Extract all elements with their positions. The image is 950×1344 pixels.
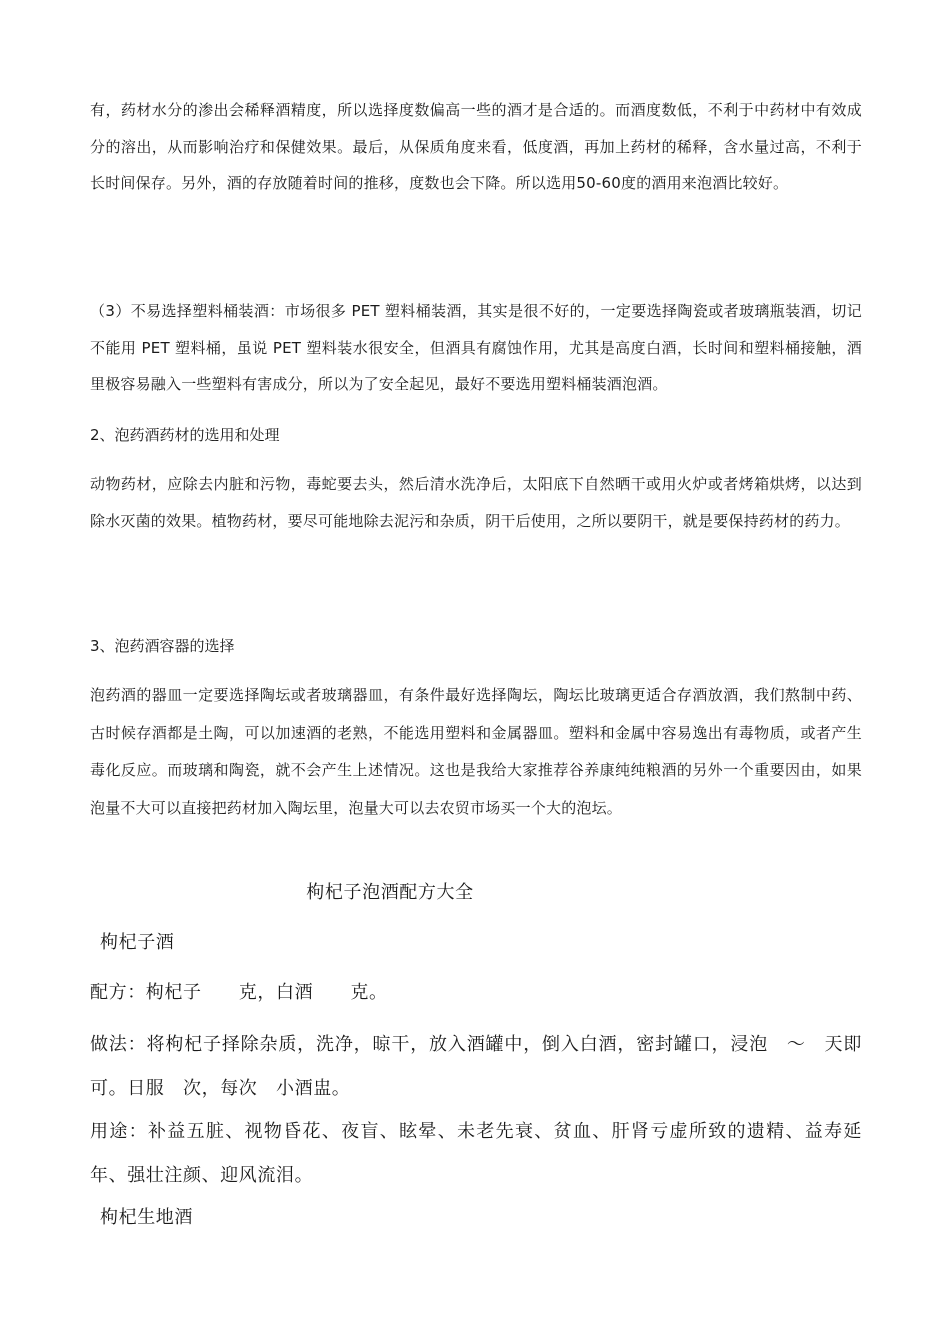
- recipe-title-gouqi-shengdi-wine: 枸杞生地酒: [100, 1207, 193, 1228]
- paragraph-plastic-barrel: （3）不易选择塑料桶装酒：市场很多 PET 塑料桶装酒，其实是很不好的，一定要选择陶瓷或者玻璃瓶装酒，切记不能用 PET 塑料桶，虽说 PET 塑料装水很安全，但酒具有腐蚀作用，尤其是高度白酒，长时间和塑料桶接触，酒里极容易融入一些塑料有害成分，所以为了安全起见，最好不要选用塑料桶装酒泡酒。: [90, 302, 862, 393]
- recipe-method: 做法：将枸杞子择除杂质，洗净，晾干，放入酒罐中，倒入白酒，密封罐口，浸泡 ～ 天即可。日服 次，每次 小酒盅。: [90, 1034, 862, 1099]
- recipe-usage: 用途：补益五脏、视物昏花、夜盲、眩晕、未老先衰、贫血、肝肾亏虚所致的遗精、益寿延年、强壮注颜、迎风流泪。: [90, 1121, 862, 1186]
- paragraph-container: 泡药酒的器皿一定要选择陶坛或者玻璃器皿，有条件最好选择陶坛，陶坛比玻璃更适合存酒放酒，我们熬制中药、古时候存酒都是土陶，可以加速酒的老熟，不能选用塑料和金属器皿。塑料和金属中容易逸出有毒物质，或者产生毒化反应。而玻璃和陶瓷，就不会产生上述情况。这也是我给大家推荐谷养康纯纯粮酒的另外一个重要因由，如果泡量不大可以直接把药材加入陶坛里，泡量大可以去农贸市场买一个大的泡坛。: [90, 686, 862, 817]
- recipe-formula: 配方：枸杞子 克，白酒 克。: [90, 982, 388, 1003]
- section-title: 枸杞子泡酒配方大全: [306, 882, 474, 903]
- heading-material-selection: 2、泡药酒药材的选用和处理: [90, 426, 280, 444]
- paragraph-material-processing: 动物药材，应除去内脏和污物，毒蛇要去头，然后清水洗净后，太阳底下自然晒干或用火炉或者烤箱烘烤，以达到除水灭菌的效果。植物药材，要尽可能地除去泥污和杂质，阴干后使用，之所以要阴干，就是要保持药材的药力。: [90, 475, 862, 530]
- recipe-title-gouqi-wine: 枸杞子酒: [100, 932, 175, 953]
- paragraph-alcohol-strength: 有，药材水分的渗出会稀释酒精度，所以选择度数偏高一些的酒才是合适的。而酒度数低，不利于中药材中有效成分的溶出，从而影响治疗和保健效果。最后，从保质角度来看，低度酒，再加上药材的稀释，含水量过高，不利于长时间保存。另外，酒的存放随着时间的推移，度数也会下降。所以选用50-60度的酒用来泡酒比较好。: [90, 101, 862, 192]
- heading-container-selection: 3、泡药酒容器的选择: [90, 637, 235, 655]
